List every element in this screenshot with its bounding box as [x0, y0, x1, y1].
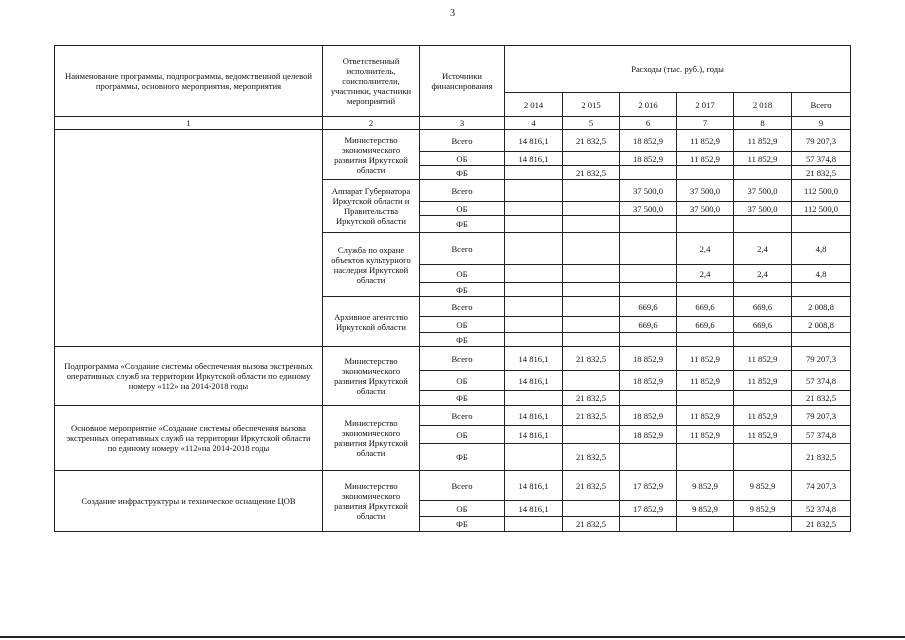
- column-number: 5: [563, 117, 620, 130]
- funding-source-cell: ОБ: [420, 265, 505, 283]
- column-number: 2: [323, 117, 420, 130]
- funding-source-cell: Всего: [420, 347, 505, 371]
- header-year: 2 018: [734, 93, 792, 117]
- value-cell: 18 852,9: [620, 130, 677, 152]
- value-cell: [563, 265, 620, 283]
- value-cell: [620, 444, 677, 471]
- funding-source-cell: Всего: [420, 130, 505, 152]
- value-cell: [677, 517, 734, 532]
- table-row: [55, 471, 851, 501]
- funding-source-cell: ФБ: [420, 517, 505, 532]
- funding-source-cell: ФБ: [420, 444, 505, 471]
- value-cell: [563, 426, 620, 444]
- value-cell: [734, 283, 792, 297]
- value-cell: 9 852,9: [677, 471, 734, 501]
- column-number: 7: [677, 117, 734, 130]
- value-cell: [620, 517, 677, 532]
- total-value-cell: 112 500,0: [792, 202, 851, 216]
- total-value-cell: 4,8: [792, 265, 851, 283]
- value-cell: 11 852,9: [677, 130, 734, 152]
- value-cell: [505, 180, 563, 202]
- value-cell: [563, 233, 620, 265]
- table-row: [55, 130, 851, 152]
- header-year: 2 014: [505, 93, 563, 117]
- value-cell: [505, 233, 563, 265]
- value-cell: 14 816,1: [505, 371, 563, 391]
- value-cell: 21 832,5: [563, 517, 620, 532]
- value-cell: 14 816,1: [505, 347, 563, 371]
- value-cell: [677, 216, 734, 233]
- value-cell: 14 816,1: [505, 426, 563, 444]
- value-cell: 21 832,5: [563, 166, 620, 180]
- total-value-cell: 79 207,3: [792, 406, 851, 426]
- value-cell: 18 852,9: [620, 371, 677, 391]
- value-cell: 37 500,0: [734, 202, 792, 216]
- value-cell: [620, 265, 677, 283]
- total-value-cell: [792, 333, 851, 347]
- value-cell: [505, 283, 563, 297]
- value-cell: 11 852,9: [677, 406, 734, 426]
- value-cell: 669,6: [620, 317, 677, 333]
- value-cell: [505, 317, 563, 333]
- value-cell: 2,4: [677, 233, 734, 265]
- value-cell: 11 852,9: [677, 371, 734, 391]
- value-cell: 11 852,9: [677, 347, 734, 371]
- value-cell: 11 852,9: [734, 152, 792, 166]
- value-cell: 18 852,9: [620, 152, 677, 166]
- value-cell: [563, 333, 620, 347]
- value-cell: 37 500,0: [620, 180, 677, 202]
- header-year: 2 017: [677, 93, 734, 117]
- value-cell: [505, 265, 563, 283]
- header-responsible-cell: Ответственный исполнитель, соисполнители, участники, участники мероприятий: [323, 46, 420, 117]
- value-cell: 18 852,9: [620, 426, 677, 444]
- value-cell: 9 852,9: [734, 471, 792, 501]
- value-cell: [734, 333, 792, 347]
- funding-source-cell: ОБ: [420, 202, 505, 216]
- total-value-cell: 52 374,8: [792, 501, 851, 517]
- responsible-cell: Министерство экономического развития Иркутской области: [323, 130, 420, 180]
- value-cell: [563, 216, 620, 233]
- total-value-cell: 4,8: [792, 233, 851, 265]
- total-value-cell: 21 832,5: [792, 444, 851, 471]
- value-cell: [505, 333, 563, 347]
- total-value-cell: 79 207,3: [792, 347, 851, 371]
- value-cell: 21 832,5: [563, 471, 620, 501]
- value-cell: 18 852,9: [620, 406, 677, 426]
- value-cell: 669,6: [677, 297, 734, 317]
- value-cell: [505, 391, 563, 406]
- value-cell: 11 852,9: [734, 371, 792, 391]
- column-number: 9: [792, 117, 851, 130]
- page-number: 3: [450, 8, 455, 19]
- value-cell: [563, 371, 620, 391]
- header-year: 2 016: [620, 93, 677, 117]
- value-cell: [505, 216, 563, 233]
- funding-source-cell: ОБ: [420, 426, 505, 444]
- value-cell: [563, 501, 620, 517]
- funding-source-cell: Всего: [420, 471, 505, 501]
- total-value-cell: 57 374,8: [792, 426, 851, 444]
- table-row: [55, 406, 851, 426]
- header-expenses-cell: Расходы (тыс. руб.), годы: [505, 46, 851, 93]
- value-cell: [620, 333, 677, 347]
- total-value-cell: [792, 283, 851, 297]
- column-number: 8: [734, 117, 792, 130]
- funding-source-cell: ОБ: [420, 501, 505, 517]
- total-value-cell: 21 832,5: [792, 391, 851, 406]
- value-cell: [620, 216, 677, 233]
- funding-source-cell: ОБ: [420, 317, 505, 333]
- value-cell: [620, 391, 677, 406]
- value-cell: [563, 180, 620, 202]
- funding-source-cell: Всего: [420, 233, 505, 265]
- value-cell: 21 832,5: [563, 444, 620, 471]
- header-name-cell: Наименование программы, подпрограммы, ведомственной целевой программы, основного мероприятия, мероприятия: [55, 46, 323, 117]
- responsible-cell: Министерство экономического развития Иркутской области: [323, 406, 420, 471]
- value-cell: [563, 202, 620, 216]
- value-cell: [677, 166, 734, 180]
- funding-source-cell: ФБ: [420, 283, 505, 297]
- value-cell: 18 852,9: [620, 347, 677, 371]
- value-cell: 11 852,9: [677, 152, 734, 166]
- value-cell: [677, 391, 734, 406]
- value-cell: 669,6: [734, 317, 792, 333]
- column-number: 4: [505, 117, 563, 130]
- value-cell: 9 852,9: [677, 501, 734, 517]
- funding-source-cell: ОБ: [420, 152, 505, 166]
- value-cell: [563, 283, 620, 297]
- table-row: [55, 347, 851, 371]
- value-cell: 11 852,9: [677, 426, 734, 444]
- value-cell: 11 852,9: [734, 406, 792, 426]
- total-value-cell: 21 832,5: [792, 517, 851, 532]
- program-name-cell: Основное мероприятие «Создание системы обеспечения вызова экстренных оперативных служб на территории Иркутской области по единому номеру «112»на 2014-2018 годы: [55, 406, 323, 471]
- total-value-cell: 2 008,8: [792, 317, 851, 333]
- budget-table: [54, 45, 851, 532]
- value-cell: 14 816,1: [505, 471, 563, 501]
- value-cell: [563, 152, 620, 166]
- value-cell: [563, 317, 620, 333]
- column-number: 6: [620, 117, 677, 130]
- funding-source-cell: Всего: [420, 297, 505, 317]
- value-cell: 2,4: [677, 265, 734, 283]
- total-value-cell: 79 207,3: [792, 130, 851, 152]
- value-cell: 14 816,1: [505, 501, 563, 517]
- header-year-total: Всего: [792, 93, 851, 117]
- funding-source-cell: Всего: [420, 406, 505, 426]
- value-cell: [734, 166, 792, 180]
- value-cell: [563, 297, 620, 317]
- header-source-cell: Источники финансирования: [420, 46, 505, 117]
- value-cell: [505, 444, 563, 471]
- value-cell: [620, 233, 677, 265]
- value-cell: 14 816,1: [505, 152, 563, 166]
- responsible-cell: Архивное агентство Иркутской области: [323, 297, 420, 347]
- value-cell: 17 852,9: [620, 501, 677, 517]
- value-cell: 11 852,9: [734, 347, 792, 371]
- value-cell: 14 816,1: [505, 130, 563, 152]
- value-cell: 669,6: [620, 297, 677, 317]
- total-value-cell: [792, 216, 851, 233]
- responsible-cell: Аппарат Губернатора Иркутской области и Правительства Иркутской области: [323, 180, 420, 233]
- value-cell: 669,6: [734, 297, 792, 317]
- value-cell: [734, 391, 792, 406]
- value-cell: [734, 216, 792, 233]
- value-cell: 21 832,5: [563, 406, 620, 426]
- program-name-cell: [55, 130, 323, 347]
- total-value-cell: 21 832,5: [792, 166, 851, 180]
- value-cell: 21 832,5: [563, 130, 620, 152]
- column-number: 3: [420, 117, 505, 130]
- value-cell: [734, 517, 792, 532]
- value-cell: [505, 202, 563, 216]
- total-value-cell: 57 374,8: [792, 371, 851, 391]
- funding-source-cell: ФБ: [420, 333, 505, 347]
- program-name-cell: Подпрограмма «Создание системы обеспечения вызова экстренных оперативных служб на территории Иркутской области по единому номеру «112» на 2014-2018 годы: [55, 347, 323, 406]
- value-cell: [677, 333, 734, 347]
- program-name-cell: Создание инфраструктуры и техническое оснащение ЦОВ: [55, 471, 323, 532]
- value-cell: 11 852,9: [734, 426, 792, 444]
- page-bottom-rule: [0, 636, 905, 638]
- value-cell: 669,6: [677, 317, 734, 333]
- value-cell: 2,4: [734, 233, 792, 265]
- column-number: 1: [55, 117, 323, 130]
- value-cell: [620, 166, 677, 180]
- value-cell: 37 500,0: [677, 202, 734, 216]
- total-value-cell: 74 207,3: [792, 471, 851, 501]
- value-cell: 11 852,9: [734, 130, 792, 152]
- value-cell: 37 500,0: [677, 180, 734, 202]
- header-year: 2 015: [563, 93, 620, 117]
- value-cell: [677, 444, 734, 471]
- value-cell: 9 852,9: [734, 501, 792, 517]
- funding-source-cell: ФБ: [420, 216, 505, 233]
- value-cell: 21 832,5: [563, 391, 620, 406]
- value-cell: 37 500,0: [620, 202, 677, 216]
- value-cell: [620, 283, 677, 297]
- value-cell: 2,4: [734, 265, 792, 283]
- value-cell: 37 500,0: [734, 180, 792, 202]
- value-cell: [505, 166, 563, 180]
- responsible-cell: Министерство экономического развития Иркутской области: [323, 347, 420, 406]
- value-cell: [734, 444, 792, 471]
- total-value-cell: 57 374,8: [792, 152, 851, 166]
- value-cell: 14 816,1: [505, 406, 563, 426]
- value-cell: [505, 517, 563, 532]
- funding-source-cell: ОБ: [420, 371, 505, 391]
- value-cell: [677, 283, 734, 297]
- funding-source-cell: Всего: [420, 180, 505, 202]
- total-value-cell: 112 500,0: [792, 180, 851, 202]
- value-cell: 17 852,9: [620, 471, 677, 501]
- total-value-cell: 2 008,8: [792, 297, 851, 317]
- value-cell: 21 832,5: [563, 347, 620, 371]
- responsible-cell: Министерство экономического развития Иркутской области: [323, 471, 420, 532]
- responsible-cell: Служба по охране объектов культурного наследия Иркутской области: [323, 233, 420, 297]
- column-numbers-row: [55, 117, 851, 130]
- funding-source-cell: ФБ: [420, 391, 505, 406]
- funding-source-cell: ФБ: [420, 166, 505, 180]
- value-cell: [505, 297, 563, 317]
- budget-table-body: [55, 130, 851, 532]
